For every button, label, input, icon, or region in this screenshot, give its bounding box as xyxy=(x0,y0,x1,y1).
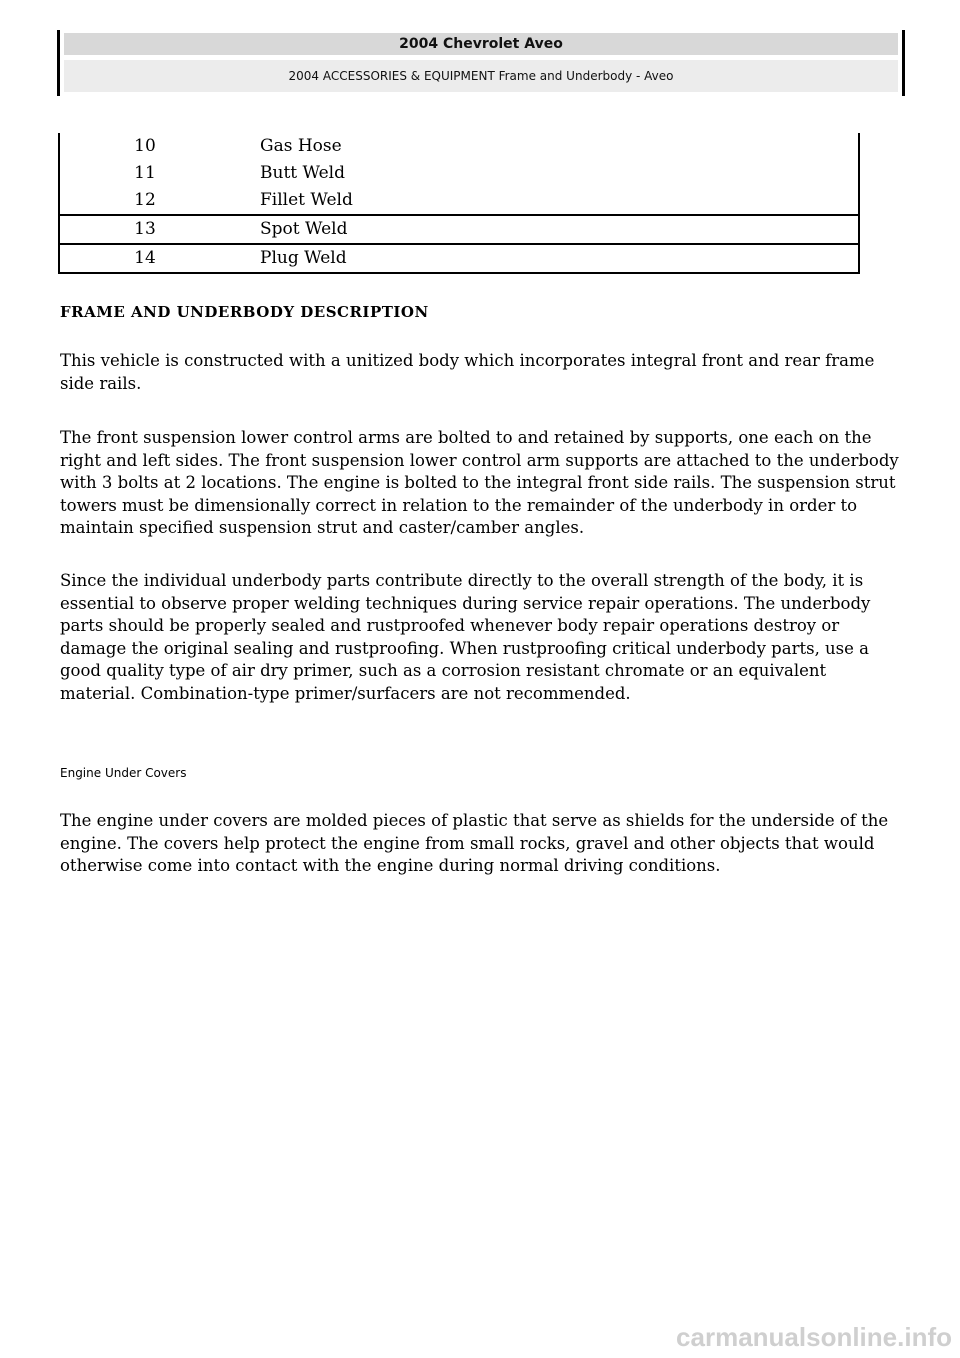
watermark: carmanualsonline.info xyxy=(676,1322,952,1352)
subsection-heading: Engine Under Covers xyxy=(60,766,187,780)
section-heading: FRAME AND UNDERBODY DESCRIPTION xyxy=(60,303,429,321)
legend-label: Butt Weld xyxy=(260,160,859,187)
header-border-left xyxy=(57,30,60,96)
table-row xyxy=(59,187,859,215)
table-row xyxy=(59,244,859,273)
header-border-right xyxy=(902,30,905,96)
legend-label: Spot Weld xyxy=(260,215,859,244)
legend-number: 14 xyxy=(59,244,260,273)
document-subtitle: 2004 ACCESSORIES & EQUIPMENT Frame and Underbody - Aveo xyxy=(64,60,898,92)
legend-label: Plug Weld xyxy=(260,244,859,273)
legend-number: 12 xyxy=(59,187,260,215)
paragraph: The engine under covers are molded pieces of plastic that serve as shields for the underside of the engine. The covers help protect the engine from small rocks, gravel and other objects that would otherwise come into contact with the engine during normal driving conditions. xyxy=(60,811,889,875)
legend-number: 10 xyxy=(59,133,260,160)
weld-legend-table xyxy=(58,133,860,274)
paragraph: Since the individual underbody parts contribute directly to the overall strength of the body, it is essential to observe proper welding techniques during service repair operations. The underbody parts should be properly sealed and rustproofed whenever body repair operations destroy or damage the original sealing and rustproofing. When rustproofing critical underbody parts, use a good quality type of air dry primer, such as a corrosion resistant chromate or an equivalent material. Combination-type primer/surfacers are not recommended. xyxy=(60,571,871,703)
document-title: 2004 Chevrolet Aveo xyxy=(64,33,898,55)
legend-label: Gas Hose xyxy=(260,133,859,160)
table-row xyxy=(59,133,859,160)
legend-number: 11 xyxy=(59,160,260,187)
table-row xyxy=(59,160,859,187)
paragraph: The front suspension lower control arms are bolted to and retained by supports, one each on the right and left sides. The front suspension lower control arm supports are attached to the underbody with 3 bolts at 2 locations. The engine is bolted to the integral front side rails. The suspension strut towers must be dimensionally correct in relation to the remainder of the underbody in order to maintain specified suspension strut and caster/camber angles. xyxy=(60,428,899,537)
legend-number: 13 xyxy=(59,215,260,244)
table-row xyxy=(59,215,859,244)
legend-label: Fillet Weld xyxy=(260,187,859,215)
paragraph: This vehicle is constructed with a unitized body which incorporates integral front and rear frame side rails. xyxy=(60,351,875,393)
